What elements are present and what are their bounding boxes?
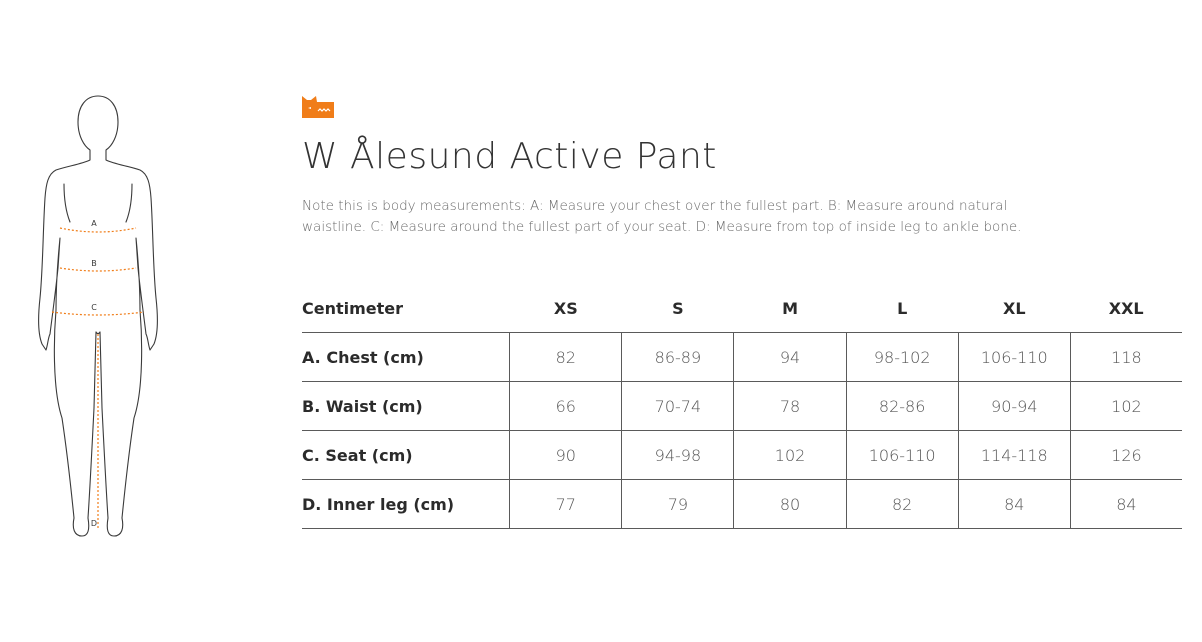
table-cell: 80 [734,480,846,529]
measurement-note: Note this is body measurements: A: Measure your chest over the fullest part. B: Measure around natural waistline. C: Measure around the fullest part of your seat. D: Measure from top of inside leg to ankle bone. [302,198,1022,235]
table-row-chest [302,333,1182,382]
table-cell: 77 [510,480,622,529]
table-cell: 118 [1070,333,1182,382]
table-cell: 106-110 [958,333,1070,382]
row-label-inner-leg: D. Inner leg (cm) [302,494,455,514]
table-cell: 66 [510,382,622,431]
size-header-s: S [622,284,734,333]
marker-a: A [91,219,97,228]
table-cell: 90-94 [958,382,1070,431]
table-cell: 82 [846,480,958,529]
table-cell: 102 [734,431,846,480]
marker-b: B [91,259,97,268]
table-cell: 94 [734,333,846,382]
size-chart-table [302,284,1182,529]
table-row-seat [302,431,1182,480]
table-cell: 82-86 [846,382,958,431]
table-cell: 79 [622,480,734,529]
size-header-row [302,284,1182,333]
table-cell: 84 [1070,480,1182,529]
size-header-xs: XS [510,284,622,333]
unit-label: Centimeter [302,284,510,333]
body-measurement-figure [30,88,166,544]
row-label-waist: B. Waist (cm) [302,396,423,416]
wolf-logo-icon [302,96,334,118]
size-header-l: L [846,284,958,333]
marker-c: C [91,303,97,312]
size-header-xl: XL [958,284,1070,333]
table-cell: 70-74 [622,382,734,431]
table-cell: 98-102 [846,333,958,382]
table-row-waist [302,382,1182,431]
product-title: W Ålesund Active Pant [302,136,717,177]
marker-d: D [90,519,98,528]
table-cell: 102 [1070,382,1182,431]
table-cell: 90 [510,431,622,480]
table-cell: 78 [734,382,846,431]
table-cell: 82 [510,333,622,382]
size-header-m: M [734,284,846,333]
table-cell: 114-118 [958,431,1070,480]
table-cell: 86-89 [622,333,734,382]
size-header-xxl: XXL [1070,284,1182,333]
table-row-inner-leg [302,480,1182,529]
row-label-chest: A. Chest (cm) [302,347,424,367]
body-outline-illustration [30,88,166,544]
table-cell: 106-110 [846,431,958,480]
table-cell: 126 [1070,431,1182,480]
row-label-seat: C. Seat (cm) [302,445,413,465]
table-cell: 84 [958,480,1070,529]
table-cell: 94-98 [622,431,734,480]
